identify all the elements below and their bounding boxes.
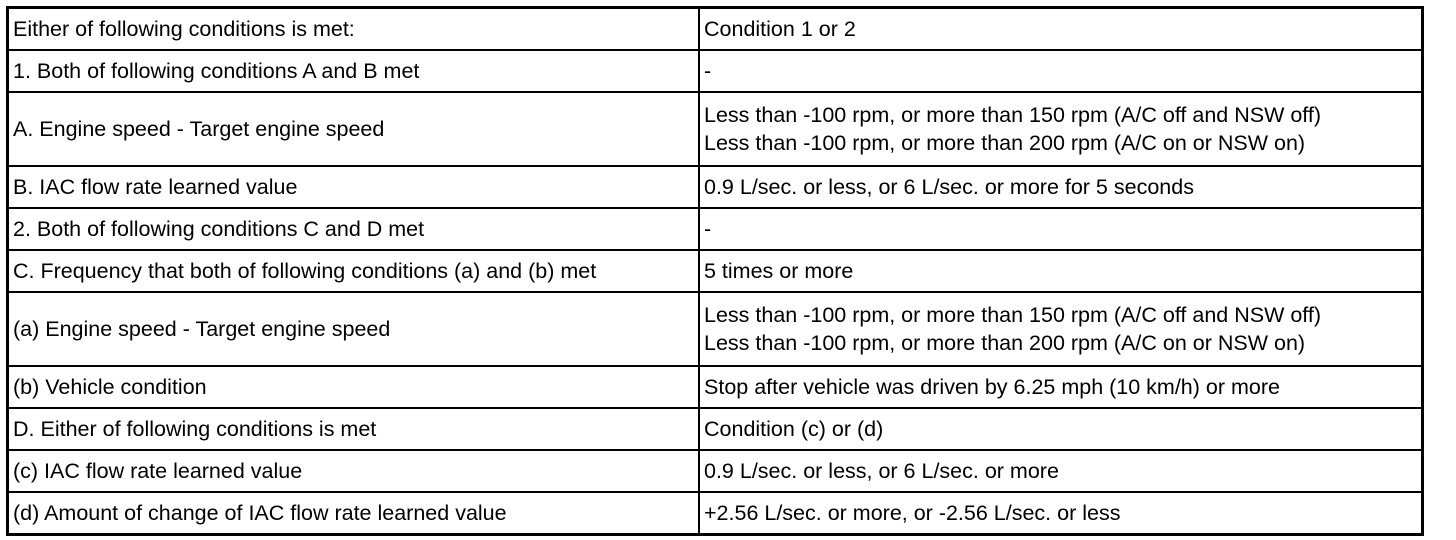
- value-cell: [699, 450, 1421, 492]
- table-row: [9, 292, 1421, 366]
- table-row: [9, 92, 1421, 166]
- value-line: 0.9 L/sec. or less, or 6 L/sec. or more for 5 seconds: [704, 175, 1194, 199]
- table-row: [9, 492, 1421, 533]
- condition-cell: 1. Both of following conditions A and B met: [9, 50, 699, 92]
- table-row: [9, 208, 1421, 250]
- value-cell: [699, 292, 1421, 366]
- table-row: [9, 366, 1421, 408]
- table-row: [9, 408, 1421, 450]
- table-row: [9, 250, 1421, 292]
- value-line: 5 times or more: [704, 259, 854, 283]
- value-cell: [699, 250, 1421, 292]
- value-line: Condition (c) or (d): [704, 417, 884, 441]
- value-line: 0.9 L/sec. or less, or 6 L/sec. or more: [704, 459, 1059, 483]
- value-cell: [699, 9, 1421, 50]
- condition-cell: (a) Engine speed - Target engine speed: [9, 292, 699, 366]
- table-row: [9, 166, 1421, 208]
- condition-cell: Either of following conditions is met:: [9, 9, 699, 50]
- condition-cell: D. Either of following conditions is met: [9, 408, 699, 450]
- value-line: +2.56 L/sec. or more, or -2.56 L/sec. or less: [704, 501, 1121, 525]
- value-line: Less than -100 rpm, or more than 150 rpm (A/C off and NSW off): [704, 103, 1322, 127]
- value-line: Less than -100 rpm, or more than 200 rpm (A/C on or NSW on): [704, 331, 1306, 355]
- condition-cell: A. Engine speed - Target engine speed: [9, 92, 699, 166]
- conditions-table-frame: [6, 6, 1424, 536]
- value-line: Stop after vehicle was driven by 6.25 mph (10 km/h) or more: [704, 375, 1280, 399]
- value-line: Less than -100 rpm, or more than 200 rpm (A/C on or NSW on): [704, 131, 1306, 155]
- value-line: -: [704, 59, 712, 83]
- table-row: [9, 50, 1421, 92]
- value-cell: [699, 208, 1421, 250]
- table-row: [9, 9, 1421, 50]
- value-cell: [699, 166, 1421, 208]
- table-row: [9, 450, 1421, 492]
- condition-cell: B. IAC flow rate learned value: [9, 166, 699, 208]
- value-line: Condition 1 or 2: [704, 17, 856, 41]
- value-cell: [699, 50, 1421, 92]
- conditions-table: [9, 9, 1421, 533]
- condition-cell: (c) IAC flow rate learned value: [9, 450, 699, 492]
- value-cell: [699, 366, 1421, 408]
- value-cell: [699, 492, 1421, 533]
- value-cell: [699, 92, 1421, 166]
- condition-cell: 2. Both of following conditions C and D met: [9, 208, 699, 250]
- value-line: -: [704, 217, 712, 241]
- condition-cell: C. Frequency that both of following conditions (a) and (b) met: [9, 250, 699, 292]
- value-cell: [699, 408, 1421, 450]
- condition-cell: (d) Amount of change of IAC flow rate learned value: [9, 492, 699, 533]
- value-line: Less than -100 rpm, or more than 150 rpm (A/C off and NSW off): [704, 303, 1322, 327]
- condition-cell: (b) Vehicle condition: [9, 366, 699, 408]
